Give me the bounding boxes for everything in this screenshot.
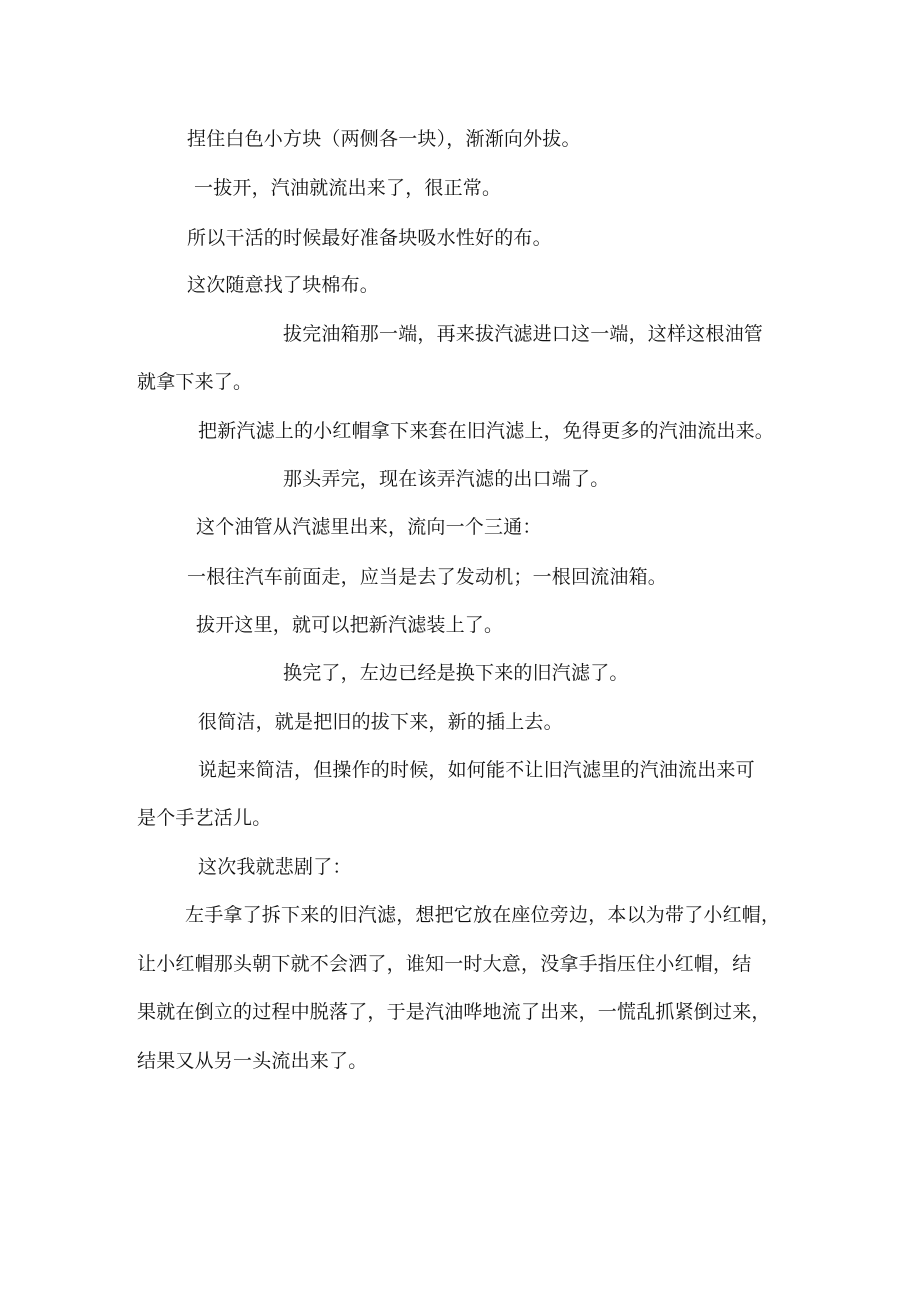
text-line: 一根往汽车前面走，应当是去了发动机；一根回流油箱。 (187, 566, 668, 588)
text-line: 左手拿了拆下来的旧汽滤，想把它放在座位旁边，本以为带了小红帽， (185, 904, 781, 926)
text-line: 果就在倒立的过程中脱落了，于是汽油哗地流了出来，一慌乱抓紧倒过来， (137, 1001, 771, 1023)
text-line: 拔完油箱那一端，再来拔汽滤进口这一端，这样这根油管 (283, 323, 764, 345)
text-line: 捏住白色小方块（两侧各一块），渐渐向外拔。 (187, 128, 581, 150)
text-line: 拔开这里，就可以把新汽滤装上了。 (196, 614, 504, 636)
text-line: 这次随意找了块棉布。 (187, 274, 380, 296)
text-line: 所以干活的时候最好准备块吸水性好的布。 (187, 227, 552, 249)
text-line: 就拿下来了。 (137, 371, 253, 393)
text-line: 让小红帽那头朝下就不会洒了，谁知一时大意，没拿手指压住小红帽，结 (137, 953, 752, 975)
text-line: 很简洁，就是把旧的拔下来，新的插上去。 (198, 711, 563, 733)
text-line: 一拔开，汽油就流出来了，很正常。 (194, 177, 502, 199)
text-line: 这次我就悲剧了： (198, 856, 352, 878)
text-line: 结果又从另一头流出来了。 (137, 1050, 368, 1072)
text-line: 那头弄完，现在该弄汽滤的出口端了。 (283, 468, 610, 490)
text-line: 换完了，左边已经是换下来的旧汽滤了。 (283, 662, 629, 684)
text-line: 这个油管从汽滤里出来，流向一个三通： (196, 516, 542, 538)
text-line: 说起来简洁，但操作的时候，如何能不让旧汽滤里的汽油流出来可 (198, 759, 755, 781)
text-line: 把新汽滤上的小红帽拿下来套在旧汽滤上，免得更多的汽油流出来。 (198, 420, 775, 442)
text-line: 是个手艺活儿。 (137, 807, 272, 829)
